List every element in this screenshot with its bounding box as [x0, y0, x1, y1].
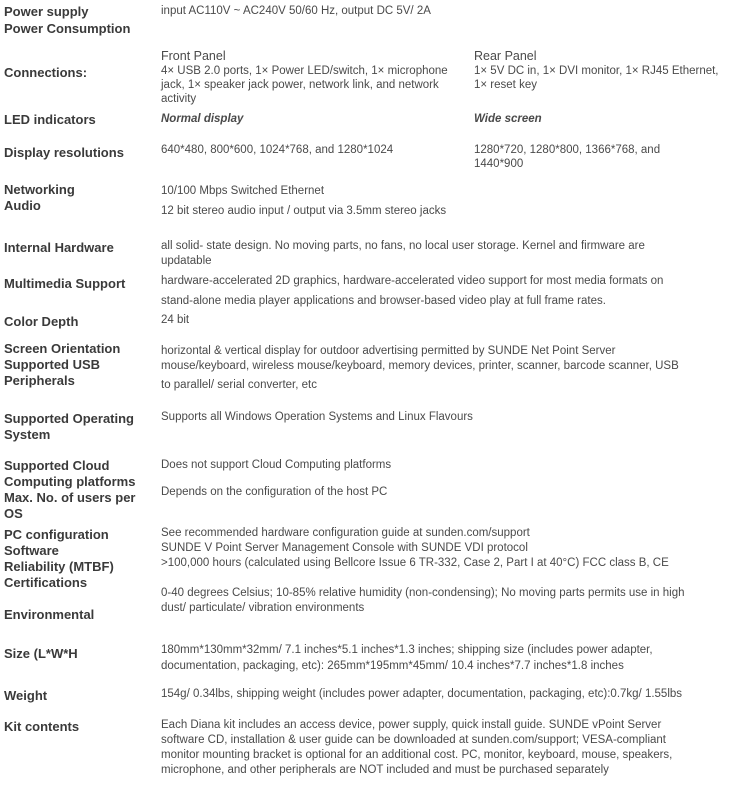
value-multimedia-support: stand-alone media player applications and browser-based video play at full frame rates. [161, 295, 606, 307]
label-reliability: Reliability (MTBF) [4, 559, 114, 574]
label-software: Software [4, 543, 59, 558]
front-panel-line: activity [161, 93, 197, 105]
label-supported-cloud: Supported Cloud [4, 458, 110, 473]
value-size: 180mm*130mm*32mm/ 7.1 inches*5.1 inches*1.3 inches; shipping size (includes power adapter, [161, 644, 653, 656]
value-networking: 10/100 Mbps Switched Ethernet [161, 185, 325, 197]
value-environmental: dust/ particulate/ vibration environments [161, 602, 365, 614]
label-power-consumption: Power Consumption [4, 21, 131, 36]
value-supported-cloud: Does not support Cloud Computing platforms [161, 459, 392, 471]
value-reliability: >100,000 hours (calculated using Bellcore Issue 6 TR-332, Case 2, Part I at 40°C) FCC class B, CE [161, 557, 669, 569]
value-kit-contents: software CD, installation & user guide can be downloaded at sunden.com/support; VESA-compliant [161, 734, 667, 746]
value-wide-resolutions: 1280*720, 1280*800, 1366*768, and [474, 144, 661, 156]
label-connections: Connections: [4, 65, 88, 80]
rear-panel-title: Rear Panel [474, 49, 537, 63]
value-power-supply: input AC110V ~ AC240V 50/60 Hz, output DC 5V/ 2A [161, 5, 431, 17]
value-supported-usb: to parallel/ serial converter, etc [161, 379, 317, 391]
label-led-indicators: LED indicators [4, 112, 96, 127]
label-max-users: OS [4, 506, 23, 521]
label-color-depth: Color Depth [4, 314, 79, 329]
label-weight: Weight [4, 688, 48, 703]
value-max-users: Depends on the configuration of the host PC [161, 486, 388, 498]
value-software: SUNDE V Point Server Management Console with SUNDE VDI protocol [161, 542, 528, 554]
front-panel-line: 4× USB 2.0 ports, 1× Power LED/switch, 1× microphone [161, 65, 448, 77]
value-color-depth: 24 bit [161, 314, 190, 326]
value-size: documentation, packaging, etc): 265mm*195mm*45mm/ 10.4 inches*7.7 inches*1.8 inches [161, 660, 624, 672]
value-kit-contents: microphone, and other peripherals are NOT included and must be purchased separately [161, 764, 609, 776]
normal-display-heading: Normal display [161, 113, 244, 125]
label-pc-configuration: PC configuration [4, 527, 109, 542]
label-supported-usb: Supported USB [4, 357, 101, 372]
value-multimedia-support: hardware-accelerated 2D graphics, hardware-accelerated video support for most media formats on [161, 275, 664, 287]
label-audio: Audio [4, 198, 41, 213]
value-normal-resolutions: 640*480, 800*600, 1024*768, and 1280*1024 [161, 144, 394, 156]
label-supported-os: System [4, 427, 51, 442]
value-internal-hardware: all solid- state design. No moving parts, no fans, no local user storage. Kernel and firmware are [161, 240, 645, 252]
rear-panel-line: 1× 5V DC in, 1× DVI monitor, 1× RJ45 Ethernet, [474, 65, 719, 77]
front-panel-line: jack, 1× speaker jack power, network link, and network [161, 79, 439, 91]
value-internal-hardware: updatable [161, 255, 212, 267]
label-networking: Networking [4, 182, 75, 197]
label-screen-orientation: Screen Orientation [4, 341, 121, 356]
label-supported-os: Supported Operating [4, 411, 134, 426]
label-multimedia-support: Multimedia Support [4, 276, 126, 291]
value-kit-contents: monitor mounting bracket is optional for an additional cost. PC, monitor, keyboard, mouse, speakers, [161, 749, 673, 761]
label-max-users: Max. No. of users per [4, 490, 136, 505]
value-weight: 154g/ 0.34lbs, shipping weight (includes power adapter, documentation, packaging, etc):0.7kg/ 1.55lbs [161, 688, 683, 700]
label-internal-hardware: Internal Hardware [4, 240, 114, 255]
value-pc-configuration: See recommended hardware configuration guide at sunden.com/support [161, 527, 530, 539]
label-kit-contents: Kit contents [4, 719, 80, 734]
value-supported-usb: mouse/keyboard, wireless mouse/keyboard, memory devices, printer, scanner, barcode scanner, USB [161, 360, 679, 372]
value-environmental: 0-40 degrees Celsius; 10-85% relative humidity (non-condensing); No moving parts permits use in high [161, 587, 685, 599]
label-supported-cloud: Computing platforms [4, 474, 136, 489]
label-size: Size (L*W*H [4, 646, 78, 661]
front-panel-title: Front Panel [161, 49, 226, 63]
label-certifications: Certifications [4, 575, 88, 590]
value-kit-contents: Each Diana kit includes an access device, power supply, quick install guide. SUNDE vPoint Server [161, 719, 662, 731]
label-power-supply: Power supply [4, 4, 89, 19]
value-audio: 12 bit stereo audio input / output via 3.5mm stereo jacks [161, 205, 447, 217]
label-environmental: Environmental [4, 607, 95, 622]
value-supported-os: Supports all Windows Operation Systems and Linux Flavours [161, 411, 473, 423]
value-wide-resolutions: 1440*900 [474, 158, 524, 170]
label-display-resolutions: Display resolutions [4, 145, 124, 160]
label-supported-usb: Peripherals [4, 373, 75, 388]
wide-screen-heading: Wide screen [474, 113, 542, 125]
value-screen-orientation: horizontal & vertical display for outdoor advertising permitted by SUNDE Net Point Server [161, 345, 616, 357]
rear-panel-line: 1× reset key [474, 79, 537, 91]
